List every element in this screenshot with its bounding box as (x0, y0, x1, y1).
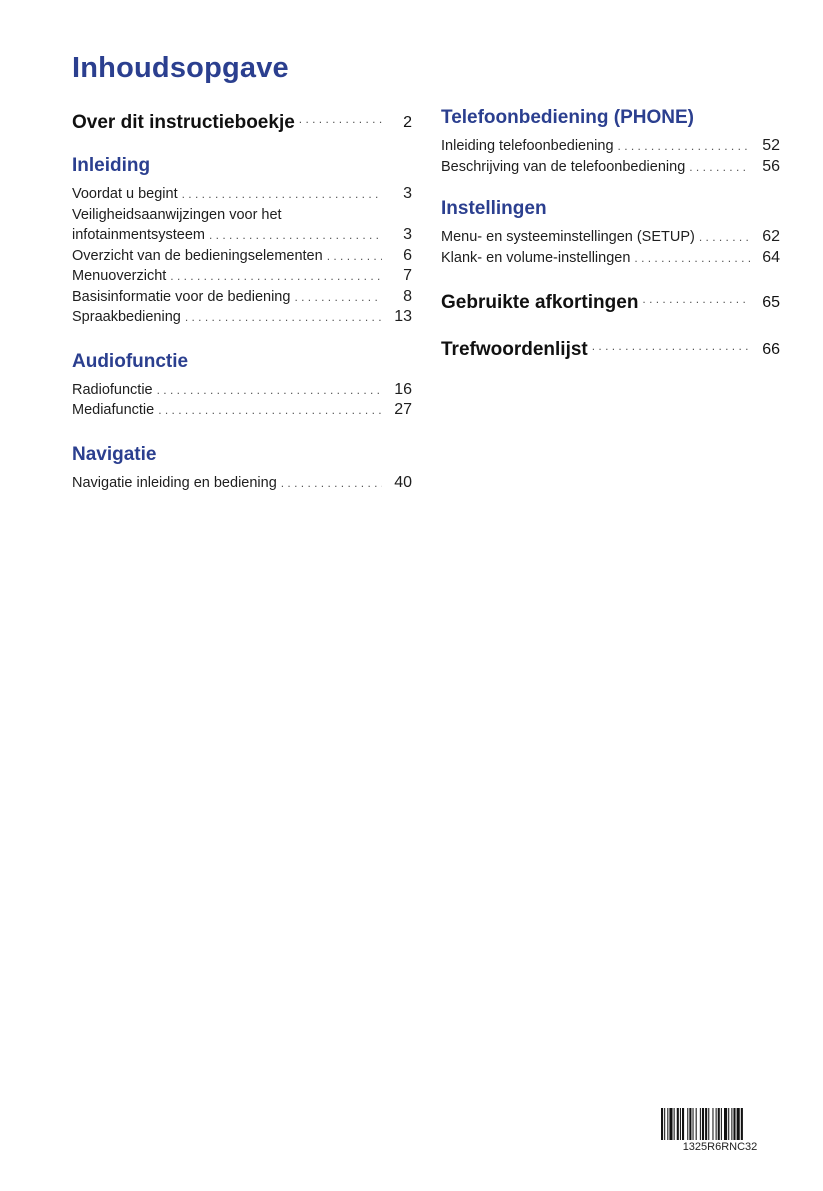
toc-entry-label-line1: Veiligheidsaanwijzingen voor het (72, 206, 282, 223)
section-telefoonbediening (441, 106, 780, 177)
toc-entry[interactable] (72, 205, 412, 246)
toc-entry-label: Overzicht van de bedieningselementen (72, 247, 323, 264)
section-instellingen (441, 197, 780, 268)
toc-left-column (72, 106, 412, 493)
toc-entry-page: 66 (762, 341, 780, 358)
toc-entry[interactable] (72, 380, 412, 401)
section-title: Navigatie (72, 443, 157, 465)
section-inleiding (72, 154, 412, 328)
toc-entry-afkortingen[interactable] (441, 286, 780, 316)
leader-dots (294, 287, 382, 308)
toc-entry-page: 7 (403, 267, 412, 284)
toc-entry-label: Beschrijving van de telefoonbediening (441, 158, 686, 175)
toc-entry-page: 56 (762, 157, 780, 175)
section-title: Telefoonbediening (PHONE) (441, 107, 694, 128)
toc-entry-label: Spraakbediening (72, 309, 181, 325)
toc-entry-page: 64 (762, 248, 780, 266)
section-audiofunctie (72, 350, 412, 421)
section-title: Audiofunctie (72, 350, 189, 372)
toc-entry-page: 2 (403, 114, 412, 131)
toc-entry-page: 3 (403, 185, 412, 202)
leader-dots (281, 473, 382, 494)
toc-entry[interactable] (72, 287, 412, 308)
toc-entry-label: Trefwoordenlijst (441, 339, 588, 360)
leader-dots (158, 400, 382, 421)
toc-entry[interactable] (441, 136, 780, 157)
leader-dots (699, 227, 750, 248)
toc-entry-label: Menuoverzicht (72, 268, 167, 284)
leader-dots (327, 246, 382, 267)
toc-entry-label: Basisinformatie voor de bediening (72, 288, 291, 305)
toc-entry[interactable] (441, 157, 780, 178)
toc-entry-label: Mediafunctie (72, 402, 155, 418)
leader-dots (634, 248, 750, 269)
toc-entry-page: 40 (394, 473, 412, 491)
toc-entry-page: 13 (394, 308, 412, 325)
leader-dots (642, 286, 750, 312)
leader-dots (592, 333, 750, 359)
leader-dots (299, 106, 382, 132)
toc-entry-page: 52 (762, 137, 780, 154)
toc-entry-page: 62 (762, 228, 780, 245)
toc-entry-label: Klank- en volume-instellingen (441, 249, 631, 266)
toc-entry[interactable] (72, 266, 412, 287)
toc-entry[interactable] (72, 473, 412, 494)
barcode-icon (661, 1108, 779, 1140)
page-title: Inhoudsopgave (72, 52, 289, 84)
leader-dots (170, 266, 382, 287)
toc-entry-label: Inleiding telefoonbediening (441, 138, 614, 154)
toc-entry-label: Gebruikte afkortingen (441, 292, 639, 313)
toc-entry[interactable] (72, 246, 412, 267)
toc-entry-label: Navigatie inleiding en bediening (72, 474, 277, 491)
toc-entry-page: 8 (403, 287, 412, 305)
toc-entry[interactable] (72, 400, 412, 421)
toc-entry-label: Menu- en systeeminstellingen (SETUP) (441, 229, 695, 245)
toc-right-column (441, 106, 780, 363)
toc-entry[interactable] (441, 227, 780, 248)
toc-entry-label: Radiofunctie (72, 381, 153, 398)
toc-entry-page: 6 (403, 246, 412, 264)
leader-dots (618, 136, 750, 157)
leader-dots (209, 225, 382, 246)
section-title: Instellingen (441, 198, 547, 219)
leader-dots (157, 380, 382, 401)
toc-entry-trefwoordenlijst[interactable] (441, 333, 780, 363)
toc-entry-about[interactable] (72, 106, 412, 136)
toc-entry-page: 16 (394, 380, 412, 398)
toc-entry-page: 27 (394, 401, 412, 418)
toc-entry[interactable] (72, 307, 412, 328)
toc-entry-label-line2: infotainmentsysteem (72, 227, 205, 243)
leader-dots (185, 307, 382, 328)
toc-entry[interactable] (441, 248, 780, 269)
toc-entry-label: Voordat u begint (72, 186, 178, 202)
section-navigatie (72, 443, 412, 494)
leader-dots (182, 184, 382, 205)
toc-entry-page: 65 (762, 294, 780, 311)
leader-dots (689, 157, 750, 178)
barcode-code: 1325R6RNC32 (682, 1141, 758, 1153)
toc-entry-label: Over dit instructieboekje (72, 112, 295, 133)
section-title: Inleiding (72, 155, 151, 176)
toc-entry-page: 3 (403, 226, 412, 243)
toc-entry[interactable] (72, 184, 412, 205)
